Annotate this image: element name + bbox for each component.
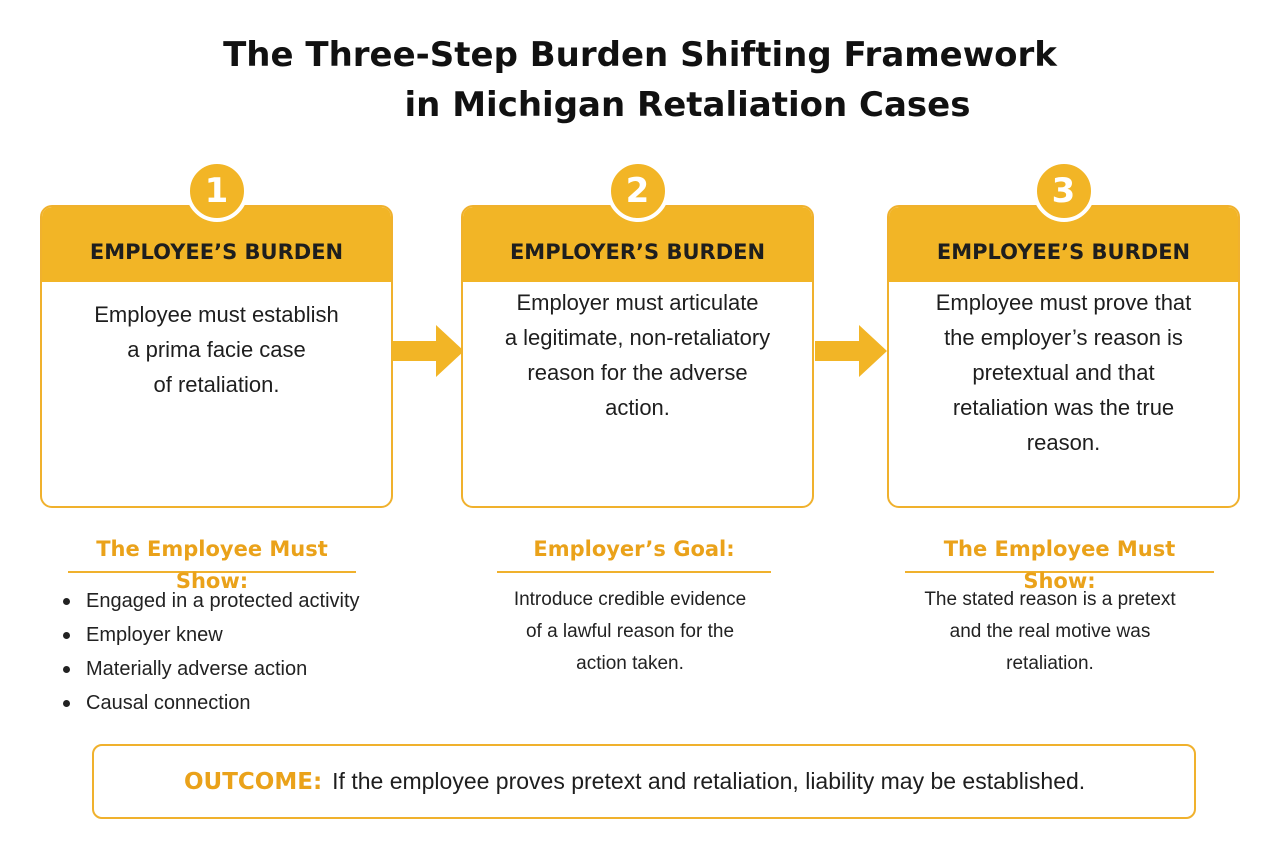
arrow-right-icon [392,325,464,377]
step-2-card [461,171,814,508]
step-2-header: EMPLOYER’S BURDEN [463,207,812,282]
outcome-banner [92,744,1196,819]
list-item: Causal connection [60,686,360,720]
step-1-card [40,171,393,508]
outcome-text: If the employee proves pretext and retaliation, liability may be established. [332,768,1086,794]
step-2-body: Employer must articulate a legitimate, non-retaliatory reason for the adverse action. [504,290,771,420]
detail-2-text: Introduce credible evidence of a lawful reason for the action taken. [513,589,747,674]
list-item: Materially adverse action [60,652,360,686]
step-1-body: Employee must establish a prima facie case of retaliation. [94,302,339,397]
list-item: Employer knew [60,618,360,652]
title-line-1: The Three-Step Burden Shifting Framework [223,35,1057,75]
list-item: Engaged in a protected activity [60,584,360,618]
step-3-body: Employee must prove that the employer’s reason is pretextual and that retaliation was the true reason. [935,290,1192,455]
detail-1-heading: The Employee Must Show: [68,533,356,573]
detail-3-heading: The Employee Must Show: [905,533,1214,573]
step-1-box [40,205,393,508]
step-1-header: EMPLOYEE’S BURDEN [42,207,391,282]
page-title [0,30,1280,130]
step-3-number-badge: 3 [1033,160,1095,222]
detail-1-bullet-list [60,584,360,720]
step-3-box [887,205,1240,508]
step-3-card [887,171,1240,508]
outcome-label: OUTCOME: [184,768,323,795]
step-3-header: EMPLOYEE’S BURDEN [889,207,1238,282]
step-2-number-badge: 2 [607,160,669,222]
step-2-box [461,205,814,508]
detail-2-heading: Employer’s Goal: [497,533,771,573]
arrow-right-icon [815,325,887,377]
step-1-number-badge: 1 [186,160,248,222]
detail-3-text: The stated reason is a pretext and the real motive was retaliation. [924,589,1176,674]
title-line-2: in Michigan Retaliation Cases [404,85,971,125]
